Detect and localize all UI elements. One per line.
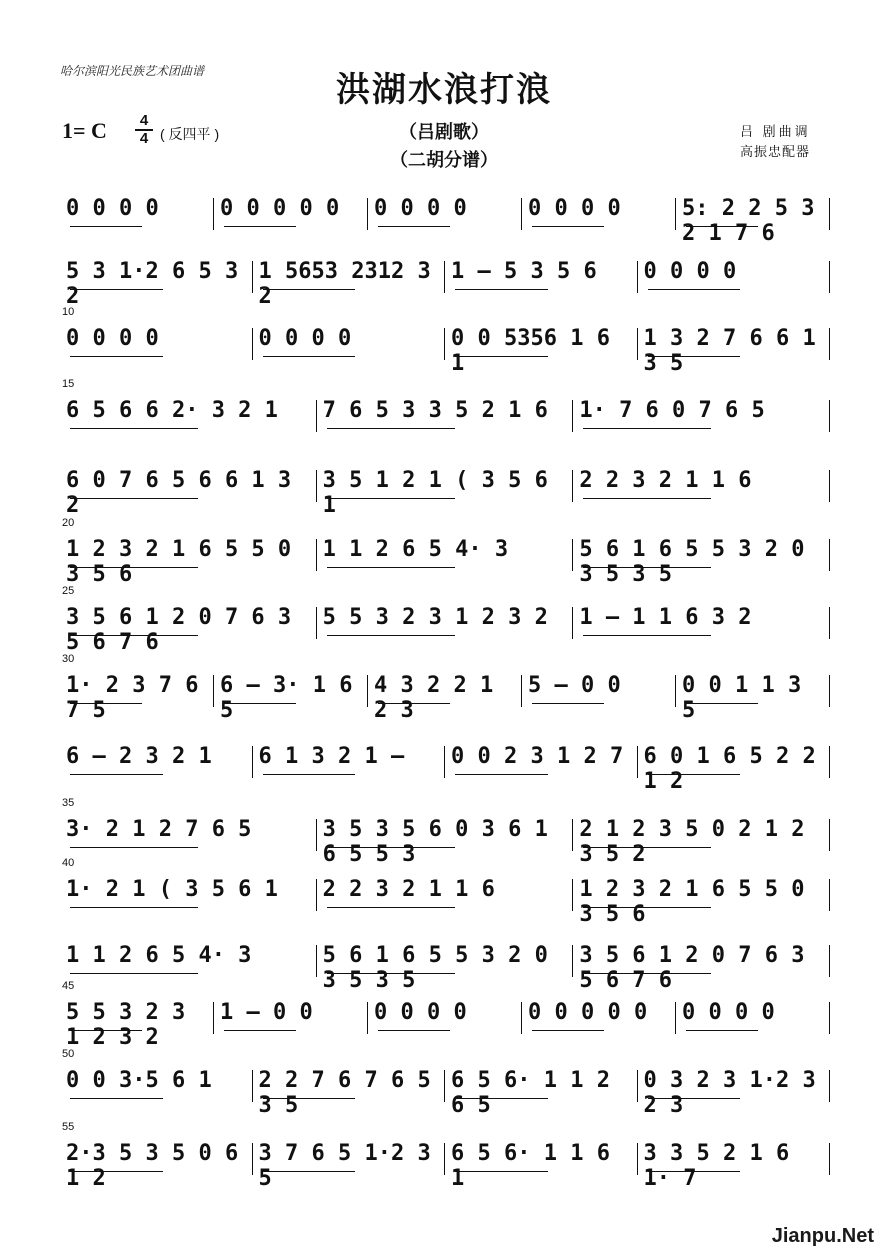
score-row (62, 196, 832, 246)
measure: 6 0 7 6 5 6 6 1 3 2 (66, 468, 292, 518)
beam-line (455, 774, 548, 775)
beam-line (70, 703, 142, 704)
measure-number: 35 (62, 797, 75, 809)
measure: 0 0 0 0 (374, 196, 467, 221)
measure: 3 7 6 5 1·2 3 5 (258, 1141, 431, 1191)
bar-line (521, 198, 522, 230)
beam-line (263, 774, 356, 775)
measure-number: 55 (62, 1121, 75, 1133)
bar-line (572, 945, 573, 977)
credit-melody: 吕 剧曲调 (740, 124, 811, 139)
measure: 0 0 0 0 0 (220, 196, 340, 221)
beam-line (327, 498, 455, 499)
beam-line (583, 498, 711, 499)
score-row (62, 653, 832, 723)
beam-line (378, 703, 450, 704)
bar-line (252, 1070, 253, 1102)
beam-line (583, 567, 711, 568)
bar-line (316, 879, 317, 911)
bar-line (444, 746, 445, 778)
bar-line (637, 261, 638, 293)
bar-line (252, 746, 253, 778)
bar-line (637, 328, 638, 360)
measure: 1 1 2 6 5 4· 3 (322, 537, 509, 562)
bar-line (637, 1143, 638, 1175)
bar-line (829, 539, 830, 571)
measure: 0 0 1 1 3 5 (682, 673, 802, 723)
beam-line (532, 226, 604, 227)
credit-arranger: 高振忠配器 (740, 144, 811, 159)
measure: 2 2 3 2 1 1 6 (579, 468, 752, 493)
score-row (62, 306, 832, 376)
beam-line (224, 1030, 296, 1031)
part-subtitle: （二胡分谱） (390, 150, 498, 170)
measure: 1· 7 6 0 7 6 5 (579, 398, 765, 423)
measure: 6 5 6 6 2· 3 2 1 (66, 398, 278, 423)
bar-line (213, 198, 214, 230)
key-signature: 1= C (62, 118, 107, 143)
beam-line (70, 907, 198, 908)
measure: 0 0 0 0 0 (528, 1000, 648, 1025)
measure: 6 5 6· 1 1 2 6 5 (451, 1068, 610, 1118)
measure-number: 20 (62, 517, 75, 529)
publisher-label: 哈尔滨阳光民族艺术团曲谱 (60, 64, 205, 78)
beam-line (327, 635, 455, 636)
measure: 2·3 5 3 5 0 6 1 2 (66, 1141, 239, 1191)
beam-line (263, 1171, 356, 1172)
beam-line (70, 356, 163, 357)
measure: 0 0 0 0 (258, 326, 352, 351)
bar-line (829, 400, 830, 432)
beam-line (648, 1171, 741, 1172)
measure: 1 1 2 6 5 4· 3 (66, 943, 252, 968)
measure: 0 0 3·5 6 1 (66, 1068, 212, 1093)
beam-line (70, 635, 198, 636)
beam-line (70, 1098, 163, 1099)
beam-line (70, 1171, 163, 1172)
bar-line (829, 945, 830, 977)
measure: 0 0 0 0 (66, 196, 159, 221)
score-row (62, 980, 832, 1050)
bar-line (829, 675, 830, 707)
score-row (62, 378, 832, 442)
beam-line (70, 774, 163, 775)
beam-line (224, 226, 296, 227)
score-row (62, 259, 832, 309)
measure: 1 2 3 2 1 6 5 5 0 3 5 6 (66, 537, 292, 587)
beam-line (583, 847, 711, 848)
beam-line (327, 907, 455, 908)
score-row (62, 1048, 832, 1118)
bar-line (521, 675, 522, 707)
beam-line (378, 1030, 450, 1031)
bar-line (252, 261, 253, 293)
bar-line (829, 879, 830, 911)
measure: 5 6 1 6 5 5 3 2 0 3 5 3 5 (579, 537, 805, 587)
bar-line (367, 1002, 368, 1034)
meter-numerator: 4 (139, 112, 149, 129)
beam-line (70, 973, 198, 974)
bar-line (316, 819, 317, 851)
beam-line (648, 1098, 741, 1099)
bar-line (316, 539, 317, 571)
beam-line (583, 428, 711, 429)
bar-line (829, 470, 830, 502)
beam-line (70, 567, 198, 568)
measure: 5 6 1 6 5 5 3 2 0 3 5 3 5 (322, 943, 548, 993)
bar-line (829, 607, 830, 639)
measure: 5: 2 2 5 3 2 1 7 6 (682, 196, 815, 246)
measure: 1 – 0 0 (220, 1000, 313, 1025)
measure: 3 5 6 1 2 0 7 6 3 5 6 7 6 (66, 605, 292, 655)
tuning-label: ( 反四平 ) (160, 126, 220, 142)
measure: 0 0 0 0 (528, 196, 621, 221)
bar-line (829, 819, 830, 851)
beam-line (378, 226, 450, 227)
beam-line (455, 356, 548, 357)
measure: 0 0 0 0 (374, 1000, 467, 1025)
measure: 2 2 7 6 7 6 5 3 5 (258, 1068, 431, 1118)
bar-line (572, 400, 573, 432)
beam-line (224, 703, 296, 704)
bar-line (213, 1002, 214, 1034)
bar-line (675, 675, 676, 707)
beam-line (455, 1171, 548, 1172)
measure: 1· 2 3 7 6 7 5 (66, 673, 199, 723)
measure: 3· 2 1 2 7 6 5 (66, 817, 252, 842)
beam-line (532, 703, 604, 704)
bar-line (675, 1002, 676, 1034)
measure: 0 0 0 0 (682, 1000, 775, 1025)
beam-line (327, 847, 455, 848)
measure: 0 0 0 0 (66, 326, 159, 351)
beam-line (648, 774, 741, 775)
measure: 4 3 2 2 1 2 3 (374, 673, 494, 723)
beam-line (648, 356, 741, 357)
bar-line (829, 1143, 830, 1175)
bar-line (675, 198, 676, 230)
bar-line (444, 328, 445, 360)
bar-line (829, 198, 830, 230)
beam-line (583, 907, 711, 908)
beam-line (263, 289, 356, 290)
measure: 1 3 2 7 6 6 1 3 5 (643, 326, 816, 376)
bar-line (521, 1002, 522, 1034)
bar-line (829, 1070, 830, 1102)
measure-number: 50 (62, 1048, 75, 1060)
measure-number: 25 (62, 585, 75, 597)
bar-line (572, 879, 573, 911)
bar-line (444, 1070, 445, 1102)
site-watermark: Jianpu.Net (771, 1225, 874, 1247)
measure: 6 5 6· 1 1 6 1 (451, 1141, 610, 1191)
measure: 5 5 3 2 3 1 2 3 2 (66, 1000, 186, 1050)
beam-line (686, 1030, 758, 1031)
beam-line (263, 1098, 356, 1099)
beam-line (648, 289, 741, 290)
measure: 1 2 3 2 1 6 5 5 0 3 5 6 (579, 877, 805, 927)
measure: 0 0 2 3 1 2 7 (451, 744, 624, 769)
bar-line (252, 328, 253, 360)
measure: 7 6 5 3 3 5 2 1 6 (322, 398, 548, 423)
bar-line (316, 607, 317, 639)
measure: 3 5 3 5 6 0 3 6 1 6 5 5 3 (322, 817, 548, 867)
bar-line (637, 1070, 638, 1102)
bar-line (572, 607, 573, 639)
measure: 3 5 6 1 2 0 7 6 3 5 6 7 6 (579, 943, 805, 993)
bar-line (213, 675, 214, 707)
measure: 1 5653 2312 3 2 (258, 259, 431, 309)
bar-line (572, 470, 573, 502)
measure-number: 15 (62, 378, 75, 390)
bar-line (572, 539, 573, 571)
score-row (62, 744, 832, 794)
measure: 2 1 2 3 5 0 2 1 2 3 5 2 (579, 817, 805, 867)
beam-line (327, 567, 455, 568)
bar-line (367, 198, 368, 230)
beam-line (327, 973, 455, 974)
measure: 6 – 2 3 2 1 (66, 744, 212, 769)
meter-denominator: 4 (139, 130, 149, 147)
measure: 3 3 5 2 1 6 1· 7 (643, 1141, 790, 1191)
bar-line (444, 1143, 445, 1175)
beam-line (583, 973, 711, 974)
measure: 2 2 3 2 1 1 6 (322, 877, 495, 902)
score-row (62, 857, 832, 927)
measure: 0 0 5356 1 6 1 (451, 326, 610, 376)
beam-line (583, 635, 711, 636)
bar-line (829, 261, 830, 293)
bar-line (316, 945, 317, 977)
measure: 1· 2 1 ( 3 5 6 1 (66, 877, 278, 902)
beam-line (686, 703, 758, 704)
measure: 1 – 5 3 5 6 (451, 259, 597, 284)
score-row (62, 943, 832, 993)
measure: 3 5 1 2 1 ( 3 5 6 1 (322, 468, 548, 518)
bar-line (829, 1002, 830, 1034)
bar-line (316, 400, 317, 432)
measure: 1 – 1 1 6 3 2 (579, 605, 752, 630)
page-title: 洪湖水浪打浪 (336, 71, 552, 109)
measure: 0 3 2 3 1·2 3 2 3 (643, 1068, 816, 1118)
score-row (62, 468, 832, 518)
measure: 5 3 1·2 6 5 3 2 (66, 259, 239, 309)
measure-number: 30 (62, 653, 75, 665)
measure: 6 – 3· 1 6 5 (220, 673, 353, 723)
beam-line (70, 428, 198, 429)
measure: 5 – 0 0 (528, 673, 621, 698)
measure: 6 1 3 2 1 – (258, 744, 405, 769)
beam-line (70, 226, 142, 227)
beam-line (70, 289, 163, 290)
bar-line (444, 261, 445, 293)
genre-subtitle: （吕剧歌） (399, 122, 489, 142)
score-row (62, 585, 832, 655)
bar-line (367, 675, 368, 707)
measure-number: 10 (62, 306, 75, 318)
bar-line (637, 746, 638, 778)
measure-number: 45 (62, 980, 75, 992)
beam-line (455, 289, 548, 290)
beam-line (70, 498, 198, 499)
score-row (62, 517, 832, 587)
beam-line (70, 1030, 142, 1031)
measure: 0 0 0 0 (643, 259, 737, 284)
beam-line (327, 428, 455, 429)
bar-line (829, 328, 830, 360)
beam-line (455, 1098, 548, 1099)
bar-line (572, 819, 573, 851)
bar-line (252, 1143, 253, 1175)
score-row (62, 1121, 832, 1191)
beam-line (686, 226, 758, 227)
beam-line (70, 847, 198, 848)
beam-line (263, 356, 356, 357)
measure: 6 0 1 6 5 2 2 1 2 (643, 744, 816, 794)
measure: 5 5 3 2 3 1 2 3 2 (322, 605, 548, 630)
bar-line (316, 470, 317, 502)
beam-line (532, 1030, 604, 1031)
bar-line (829, 746, 830, 778)
measure-number: 40 (62, 857, 75, 869)
